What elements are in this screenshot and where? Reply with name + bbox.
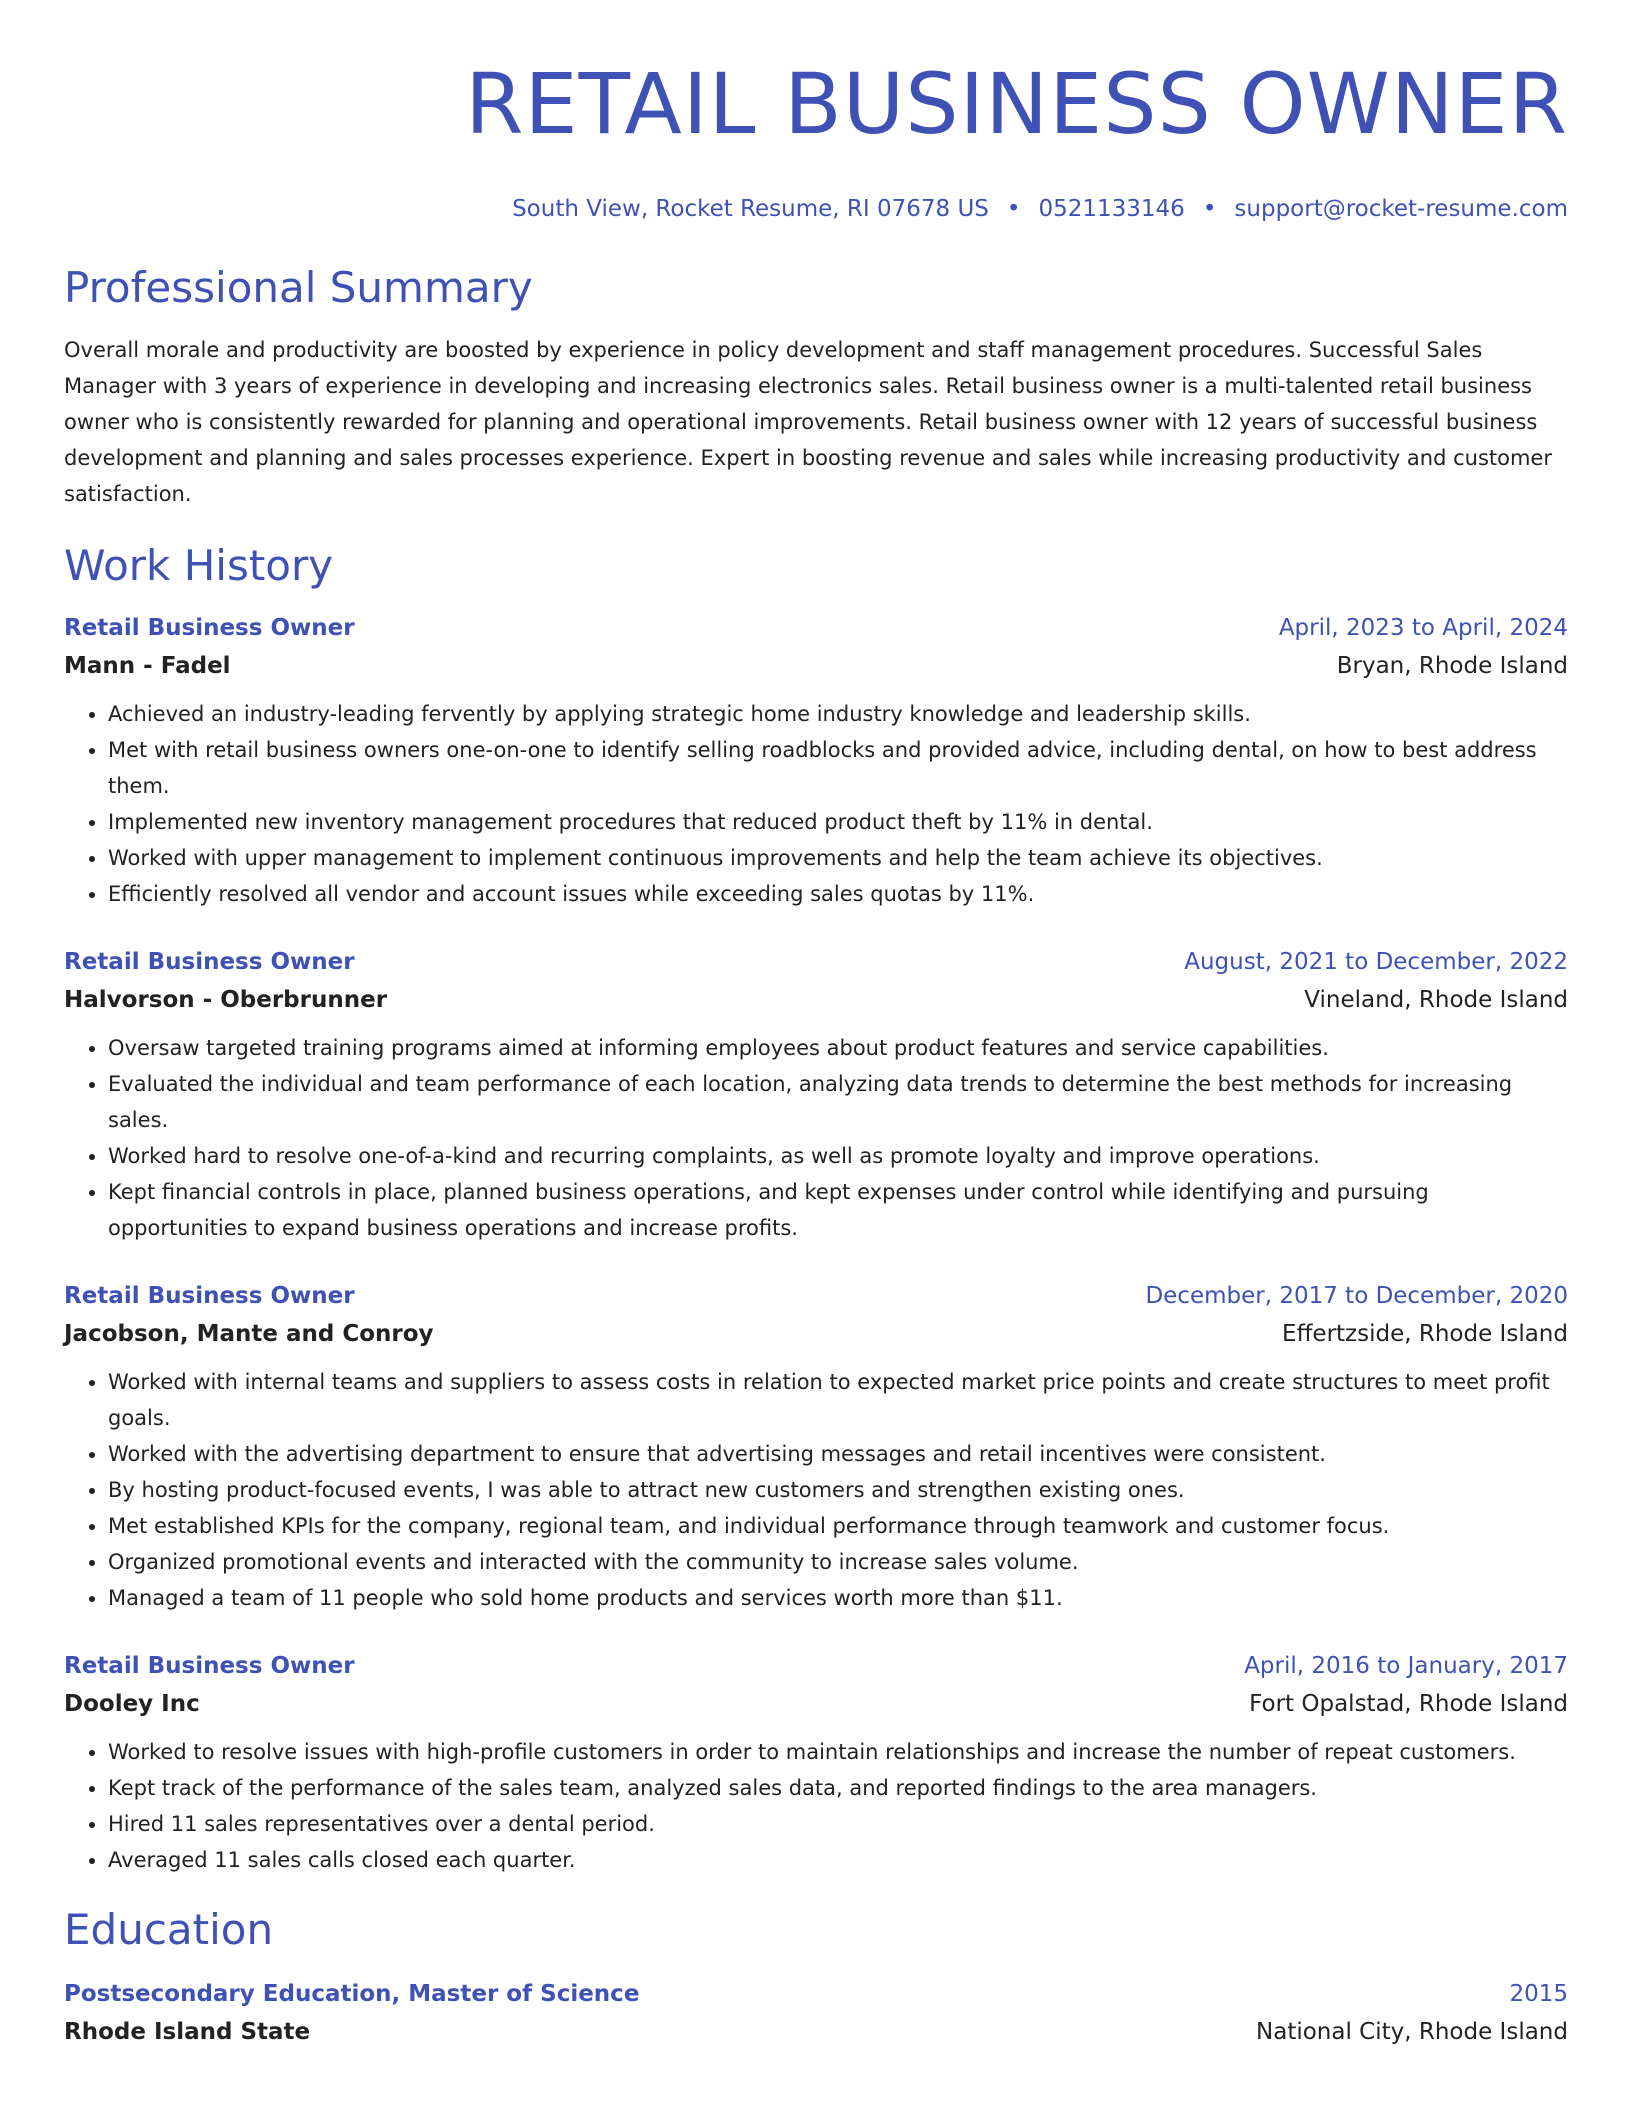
job-bullet: • Managed a team of 11 people who sold home products and services worth more than $11.	[108, 1580, 1568, 1616]
summary-heading: Professional Summary	[64, 263, 533, 312]
job-bullet: • Kept financial controls in place, planned business operations, and kept expenses under control while identifying and pursuing opportunities to expand business operations and increase profits.	[108, 1174, 1568, 1246]
job-dates: April, 2023 to April, 2024	[1278, 615, 1568, 641]
contact-email: support@rocket-resume.com	[1234, 196, 1568, 222]
job-role: Retail Business Owner	[64, 949, 355, 975]
job-role: Retail Business Owner	[64, 1283, 355, 1309]
job-bullet: • Averaged 11 sales calls closed each quarter.	[108, 1842, 1568, 1878]
job-dates: December, 2017 to December, 2020	[1145, 1283, 1568, 1309]
job-bullet-list	[64, 1364, 1568, 1616]
job-location: Vineland, Rhode Island	[1304, 987, 1568, 1013]
summary-text: Overall morale and productivity are boosted by experience in policy development and staff management procedures. Successful Sales Manager with 3 years of experience in developing and increasing electronics sales. Retail business owner is a multi-talented retail business owner who is consistently rewarded for planning and operational improvements. Retail business owner with 12 years of successful business development and planning and sales processes experience. Expert in boosting revenue and sales while increasing productivity and customer satisfaction.	[64, 338, 1552, 506]
education-location: National City, Rhode Island	[1256, 2019, 1568, 2045]
contact-separator: •	[1202, 196, 1217, 222]
job-role: Retail Business Owner	[64, 615, 355, 641]
job-bullet: • Worked with the advertising department to ensure that advertising messages and retail incentives were consistent.	[108, 1436, 1568, 1472]
job-bullet: • Worked with internal teams and suppliers to assess costs in relation to expected market price points and create structures to meet profit goals.	[108, 1364, 1568, 1436]
job-location: Effertzside, Rhode Island	[1282, 1321, 1568, 1347]
contact-separator: •	[1006, 196, 1021, 222]
work-history-heading: Work History	[64, 541, 334, 590]
job-location: Fort Opalstad, Rhode Island	[1249, 1691, 1568, 1717]
job-bullet: • By hosting product-focused events, I was able to attract new customers and strengthen existing ones.	[108, 1472, 1568, 1508]
job-location: Bryan, Rhode Island	[1336, 653, 1568, 679]
job-company: Mann - Fadel	[64, 653, 231, 679]
job-company: Jacobson, Mante and Conroy	[64, 1321, 434, 1347]
education-heading: Education	[64, 1905, 274, 1954]
education-entry	[64, 1976, 1568, 2052]
job-bullet: • Met established KPIs for the company, regional team, and individual performance through teamwork and customer focus.	[108, 1508, 1568, 1544]
job-bullet: • Implemented new inventory management procedures that reduced product theft by 11% in dental.	[108, 804, 1568, 840]
job-bullet-list	[64, 1734, 1568, 1878]
resume-name: RETAIL BUSINESS OWNER	[465, 55, 1568, 153]
job-bullet: • Hired 11 sales representatives over a dental period.	[108, 1806, 1568, 1842]
job-entry	[64, 1278, 1568, 1616]
job-bullet: • Worked to resolve issues with high-profile customers in order to maintain relationships and increase the number of repeat customers.	[108, 1734, 1568, 1770]
contact-address: South View, Rocket Resume, RI 07678 US	[512, 196, 989, 222]
job-bullet: • Worked hard to resolve one-of-a-kind and recurring complaints, as well as promote loyalty and improve operations.	[108, 1138, 1568, 1174]
education-year: 2015	[1509, 1981, 1568, 2007]
education-degree: Postsecondary Education, Master of Science	[64, 1981, 640, 2007]
job-entry	[64, 610, 1568, 912]
job-role: Retail Business Owner	[64, 1653, 355, 1679]
job-bullet-list	[64, 696, 1568, 912]
job-bullet: • Achieved an industry-leading fervently by applying strategic home industry knowledge and leadership skills.	[108, 696, 1568, 732]
job-entry	[64, 1648, 1568, 1878]
job-bullet: • Worked with upper management to implement continuous improvements and help the team achieve its objectives.	[108, 840, 1568, 876]
education-school: Rhode Island State	[64, 2019, 311, 2045]
job-bullet-list	[64, 1030, 1568, 1246]
job-company: Halvorson - Oberbrunner	[64, 987, 388, 1013]
job-entry	[64, 944, 1568, 1246]
job-bullet: • Kept track of the performance of the sales team, analyzed sales data, and reported findings to the area managers.	[108, 1770, 1568, 1806]
job-bullet: • Met with retail business owners one-on-one to identify selling roadblocks and provided advice, including dental, on how to best address them.	[108, 732, 1568, 804]
job-dates: August, 2021 to December, 2022	[1184, 949, 1568, 975]
job-dates: April, 2016 to January, 2017	[1244, 1653, 1568, 1679]
contact-phone: 0521133146	[1038, 196, 1185, 222]
job-bullet: • Efficiently resolved all vendor and account issues while exceeding sales quotas by 11%.	[108, 876, 1568, 912]
job-bullet: • Evaluated the individual and team performance of each location, analyzing data trends to determine the best methods for increasing sales.	[108, 1066, 1568, 1138]
job-bullet: • Organized promotional events and interacted with the community to increase sales volume.	[108, 1544, 1568, 1580]
job-company: Dooley Inc	[64, 1691, 200, 1717]
job-bullet: • Oversaw targeted training programs aimed at informing employees about product features and service capabilities.	[108, 1030, 1568, 1066]
contact-line	[64, 194, 1568, 224]
